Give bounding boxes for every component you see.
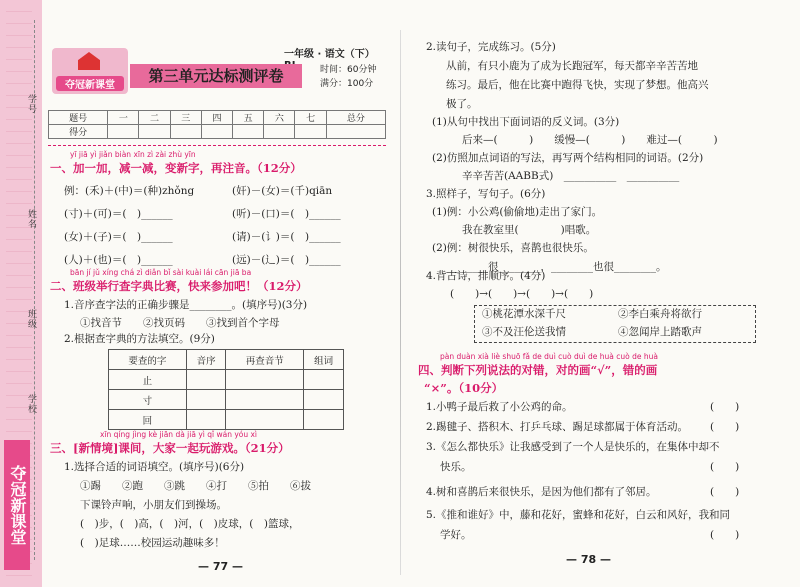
score-cell[interactable] bbox=[201, 125, 232, 139]
q2-sub1-options: ①找音节 ②找页码 ③找到首个字母 bbox=[80, 317, 280, 329]
cell: 六 bbox=[264, 111, 295, 125]
house-icon bbox=[78, 52, 100, 70]
answer-cell[interactable] bbox=[226, 390, 304, 410]
cell: 五 bbox=[233, 111, 264, 125]
q1-line: (请)－(讠)＝( )______ bbox=[232, 231, 341, 243]
cell: 三 bbox=[170, 111, 201, 125]
judge-item: 4.树和喜鹊后来很快乐，是因为他们都有了邻居。 bbox=[426, 486, 657, 498]
q1-pinyin: yī jiā yì jiǎn biàn xīn zì zài zhù yīn bbox=[70, 150, 196, 159]
time-limit: 时间：60分钟 bbox=[320, 65, 377, 75]
answer-cell[interactable] bbox=[186, 410, 226, 430]
score-row bbox=[49, 125, 386, 139]
q1-line: 例：(禾)＋(中)＝(种)zhǒng bbox=[64, 185, 195, 197]
example-2-fill: ________很________，________也很________。 bbox=[446, 261, 667, 273]
judge-item: 1.小鸭子最后救了小公鸡的命。 bbox=[426, 401, 573, 413]
cell: 止 bbox=[109, 370, 187, 390]
judge-blank[interactable]: ( ) bbox=[710, 486, 740, 498]
aabb-items: 辛辛苦苦(AABB式) __________ __________ bbox=[462, 170, 680, 182]
dictionary-table bbox=[108, 349, 344, 430]
judge-blank[interactable]: ( ) bbox=[710, 529, 740, 541]
judge-item-cont: 快乐。 bbox=[440, 461, 472, 473]
answer-cell[interactable] bbox=[186, 390, 226, 410]
antonym-items: 后来—( ) 缓慢—( ) 难过—( ) bbox=[462, 134, 718, 146]
answer-cell[interactable] bbox=[304, 390, 344, 410]
score-header-row bbox=[49, 111, 386, 125]
cell: 七 bbox=[295, 111, 326, 125]
poem-line: ①桃花潭水深千尺 bbox=[482, 308, 566, 320]
page-fold bbox=[400, 30, 401, 575]
q4-title-2: “×”。（10分） bbox=[424, 381, 504, 395]
page-title: 第三单元达标测评卷 bbox=[130, 64, 302, 88]
score-cell[interactable] bbox=[139, 125, 170, 139]
student-id-label: 学号 bbox=[28, 95, 38, 115]
cell: 回 bbox=[109, 410, 187, 430]
table-row bbox=[109, 390, 344, 410]
name-label: 姓名 bbox=[28, 210, 38, 230]
q2-pinyin: bān jí jǔ xíng chá zì diǎn bǐ sài kuài lái cān jiā ba bbox=[70, 268, 252, 277]
q3-pinyin: xīn qíng jìng kè jiān dà jiā yì qǐ wán yóu xì bbox=[100, 430, 258, 439]
logo-text: 夺冠新课堂 bbox=[56, 76, 124, 91]
answer-cell[interactable] bbox=[186, 370, 226, 390]
judge-blank[interactable]: ( ) bbox=[710, 421, 740, 433]
q4-pinyin: pàn duàn xià liè shuō fǎ de duì cuò duì de huà cuò de huà bbox=[440, 352, 658, 361]
q3-sub2: 2.读句子，完成练习。(5分) bbox=[426, 41, 556, 53]
q1-line: (人)＋(也)＝( )______ bbox=[64, 254, 173, 266]
q3-line: ( )步，( )高，( )河，( )皮球，( )篮球， bbox=[80, 518, 300, 530]
score-cell[interactable] bbox=[233, 125, 264, 139]
cell: 得分 bbox=[49, 125, 108, 139]
q3-sub2a: (1)从句中找出下面词语的反义词。(3分) bbox=[432, 116, 620, 128]
q2-sub2: 2.根据查字典的方法填空。(9分) bbox=[64, 333, 215, 345]
score-table bbox=[48, 110, 386, 139]
cell: 一 bbox=[108, 111, 139, 125]
order-blanks: ( )→( )→( )→( ) bbox=[450, 288, 594, 300]
passage-line: 极了。 bbox=[446, 98, 478, 110]
page-number-right: — 78 — bbox=[566, 553, 611, 566]
answer-cell[interactable] bbox=[304, 410, 344, 430]
example-1-fill: 我在教室里( )唱歌。 bbox=[462, 224, 597, 236]
q2-title: 二、班级举行查字典比赛，快来参加吧！（12分） bbox=[50, 279, 308, 293]
score-cell[interactable] bbox=[108, 125, 139, 139]
cell: 要查的字 bbox=[109, 350, 187, 370]
poem-line: ④忽闻岸上踏歌声 bbox=[618, 326, 702, 338]
q3-line: 下课铃声响，小朋友们到操场。 bbox=[80, 499, 227, 511]
page-number-left: — 77 — bbox=[198, 560, 243, 573]
q1-line: (远)－(辶)＝( )______ bbox=[232, 254, 341, 266]
q1-line: (奸)－(女)＝(千)qiān bbox=[232, 185, 333, 197]
judge-item: 5.《推和谁好》中，藤和花好，蜜蜂和花好，白云和风好，我和同 bbox=[426, 509, 731, 521]
series-logo bbox=[52, 48, 128, 94]
answer-cell[interactable] bbox=[226, 370, 304, 390]
poem-line: ②李白乘舟将欲行 bbox=[618, 308, 702, 320]
poem-line: ③不及汪伦送我情 bbox=[482, 326, 566, 338]
judge-item-cont: 学好。 bbox=[440, 529, 472, 541]
cell: 题号 bbox=[49, 111, 108, 125]
school-label: 学校 bbox=[28, 395, 38, 415]
judge-blank[interactable]: ( ) bbox=[710, 401, 740, 413]
score-cell[interactable] bbox=[170, 125, 201, 139]
q1-line: (女)＋(子)＝( )______ bbox=[64, 231, 173, 243]
passage-line: 从前，有只小鹿为了成为长跑冠军，每天都辛辛苦苦地 bbox=[446, 60, 698, 72]
q3-sub1: 1.选择合适的词语填空。(填序号)(6分) bbox=[64, 461, 245, 473]
q2-sub1: 1.音序查字法的正确步骤是________。(填序号)(3分) bbox=[64, 299, 308, 311]
dict-head bbox=[109, 350, 344, 370]
full-score: 满分：100分 bbox=[320, 79, 374, 89]
judge-blank[interactable]: ( ) bbox=[710, 461, 740, 473]
cell: 二 bbox=[139, 111, 170, 125]
answer-cell[interactable] bbox=[226, 410, 304, 430]
score-cell[interactable] bbox=[295, 125, 326, 139]
score-cell[interactable] bbox=[264, 125, 295, 139]
q3-sub2b: (2)仿照加点词语的写法，再写两个结构相同的词语。(2分) bbox=[432, 152, 704, 164]
q1-title: 一、加一加，减一减，变新字，再注音。（12分） bbox=[50, 161, 302, 175]
q1-line: (听)－(口)＝( )______ bbox=[232, 208, 341, 220]
cell: 再查音节 bbox=[226, 350, 304, 370]
answer-cell[interactable] bbox=[304, 370, 344, 390]
class-label: 班级 bbox=[28, 310, 38, 330]
exam-info bbox=[320, 63, 390, 91]
table-row bbox=[109, 410, 344, 430]
cell: 四 bbox=[201, 111, 232, 125]
judge-item: 3.《怎么都快乐》让我感受到了一个人是快乐的，在集体中却不 bbox=[426, 441, 720, 453]
q3-line: ( )足球……校园运动趣味多！ bbox=[80, 537, 225, 549]
q3-sub3: 3.照样子，写句子。(6分) bbox=[426, 188, 546, 200]
q4-title: 四、判断下列说法的对错，对的画“√”，错的画 bbox=[418, 363, 658, 377]
example-1: (1)例：小公鸡(偷偷地)走出了家门。 bbox=[432, 206, 603, 218]
judge-item: 2.踢毽子、搭积木、打乒乓球、踢足球都属于体育活动。 bbox=[426, 421, 689, 433]
score-cell[interactable] bbox=[326, 125, 385, 139]
cell: 总分 bbox=[326, 111, 385, 125]
q3-options: ①踢 ②跑 ③跳 ④打 ⑤拍 ⑥拔 bbox=[80, 480, 311, 492]
table-row bbox=[109, 370, 344, 390]
divider bbox=[48, 145, 386, 146]
cell: 组词 bbox=[304, 350, 344, 370]
example-2: (2)例：树很快乐，喜鹊也很快乐。 bbox=[432, 242, 594, 254]
grade-label: 一年级 · 语文（下） bbox=[284, 49, 375, 60]
cell: 音序 bbox=[186, 350, 226, 370]
cell: 寸 bbox=[109, 390, 187, 410]
binding-strip bbox=[0, 0, 42, 587]
q3-title: 三、[新情境]课间，大家一起玩游戏。（21分） bbox=[50, 441, 290, 455]
passage-line: 练习。最后，他在比赛中跑得飞快，实现了梦想。他高兴 bbox=[446, 79, 709, 91]
q1-line: (寸)＋(可)＝( )______ bbox=[64, 208, 173, 220]
brand-logo: 夺冠新课堂 bbox=[4, 440, 30, 570]
q3-sub4: 4.背古诗，排顺序。(4分) bbox=[426, 270, 546, 282]
